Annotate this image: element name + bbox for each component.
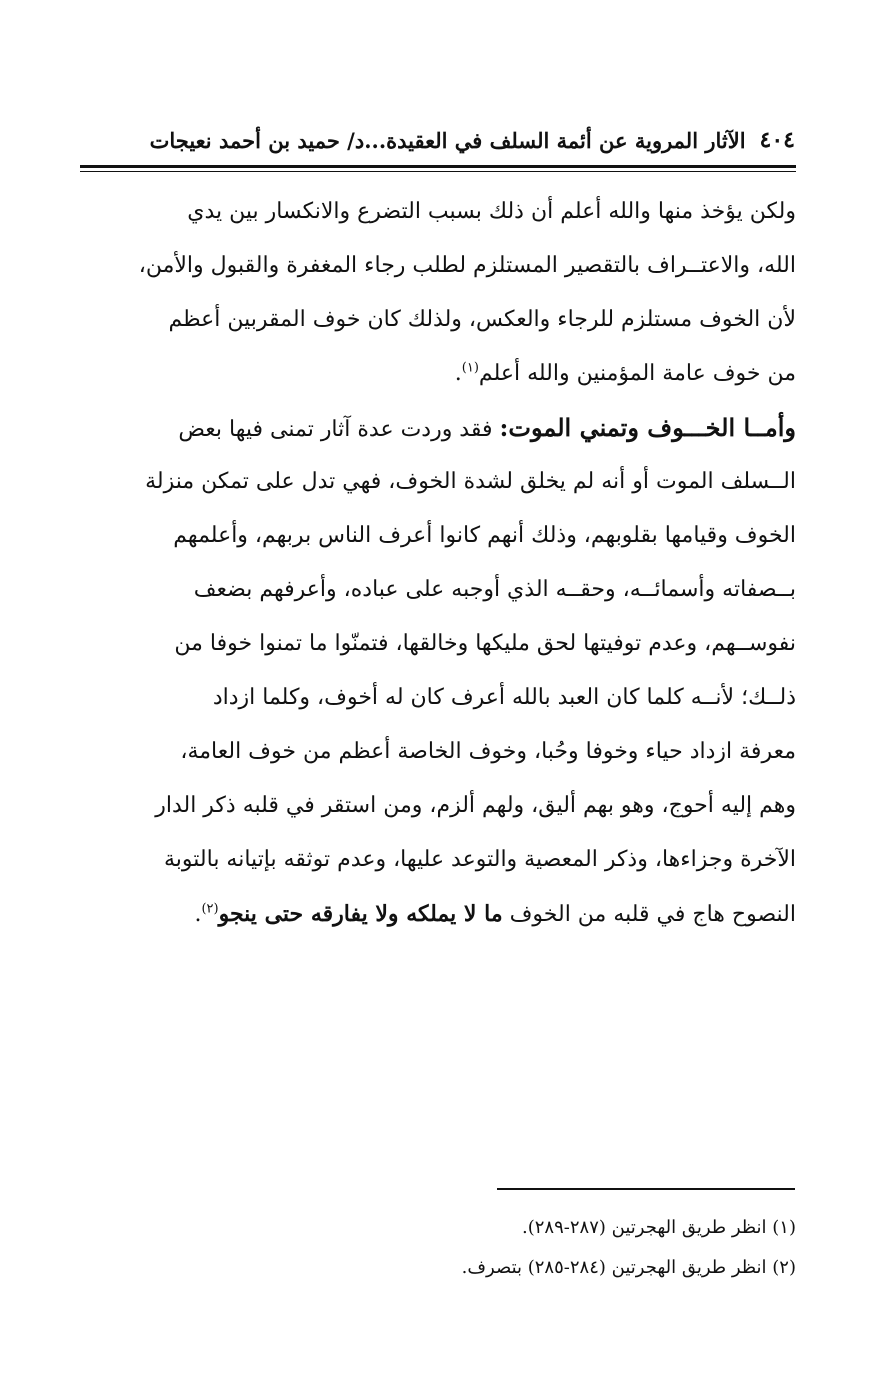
footnote-2: (٢) انظر طريق الهجرتين (٢٨٤-٢٨٥) بتصرف. bbox=[461, 1257, 796, 1278]
header-title: الآثار المروية عن أئمة السلف في العقيدة...د/ حميد بن أحمد نعيجات bbox=[149, 127, 746, 153]
main-text bbox=[80, 185, 796, 941]
paragraph-2-last-text: النصوح هاج في قلبه من الخوف bbox=[502, 902, 796, 927]
paragraph-1-line: الله، والاعتــراف بالتقصير المستلزم لطلب رجاء المغفرة والقبول والأمن، bbox=[138, 253, 796, 278]
paragraph-2-end: . bbox=[194, 902, 202, 927]
paragraph-2-line: معرفة ازداد حياء وخوفا وحُبا، وخوف الخاصة أعظم من خوف العامة، bbox=[180, 739, 796, 764]
paragraph-2-first-line bbox=[80, 401, 796, 455]
footnotes bbox=[80, 1208, 796, 1288]
paragraph-2-line: ذلــك؛ لأنــه كلما كان العبد بالله أعرف كان له أخوف، وكلما ازداد bbox=[212, 685, 796, 710]
page-number: ٤٠٤ bbox=[759, 127, 795, 153]
footnote-1: (١) انظر طريق الهجرتين (٢٨٧-٢٨٩). bbox=[522, 1217, 796, 1238]
paragraph-2-line: الآخرة وجزاءها، وذكر المعصية والتوعد عليها، وعدم توثقه بإتيانه بالتوبة bbox=[163, 847, 796, 872]
paragraph-1-end: . bbox=[454, 361, 462, 386]
header-rule-thin bbox=[80, 171, 796, 172]
paragraph-1-line: ولكن يؤخذ منها والله أعلم أن ذلك بسبب التضرع والانكسار بين يدي bbox=[187, 199, 796, 224]
paragraph-1-text: من خوف عامة المؤمنين والله أعلم bbox=[478, 361, 796, 386]
emphasized-quote: ما لا يملكه ولا يفارقه حتى ينجو bbox=[218, 901, 503, 927]
paragraph-1-last-line bbox=[80, 347, 796, 401]
header-rule-thick bbox=[80, 165, 796, 168]
paragraph-2-first-text: فقد وردت عدة آثار تمنى فيها بعض bbox=[178, 417, 500, 442]
paragraph-1-line: لأن الخوف مستلزم للرجاء والعكس، ولذلك كان خوف المقربين أعظم bbox=[168, 307, 796, 332]
running-header bbox=[80, 120, 795, 160]
footnote-ref-2: (٢) bbox=[201, 901, 219, 917]
paragraph-2-last-line bbox=[80, 887, 796, 941]
paragraph-2-line: نفوســهم، وعدم توفيتها لحق مليكها وخالقها، فتمنّوا ما تمنوا خوفا من bbox=[174, 631, 796, 656]
paragraph-2-line: بــصفاته وأسمائــه، وحقــه الذي أوجبه على عباده، وأعرفهم بضعف bbox=[193, 577, 796, 602]
footnote-separator bbox=[497, 1188, 795, 1190]
paragraph-2-line: الــسلف الموت أو أنه لم يخلق لشدة الخوف، فهي تدل على تمكن منزلة bbox=[145, 469, 796, 494]
paragraph-2-line: وهم إليه أحوج، وهو بهم أليق، ولهم ألزم، ومن استقر في قلبه ذكر الدار bbox=[155, 793, 796, 818]
section-lead-heading: وأمــا الخـــوف وتمني الموت: bbox=[499, 413, 796, 442]
paragraph-2-line: الخوف وقيامها بقلوبهم، وذلك أنهم كانوا أعرف الناس بربهم، وأعلمهم bbox=[173, 523, 796, 548]
footnote-ref-1: (١) bbox=[461, 360, 479, 376]
